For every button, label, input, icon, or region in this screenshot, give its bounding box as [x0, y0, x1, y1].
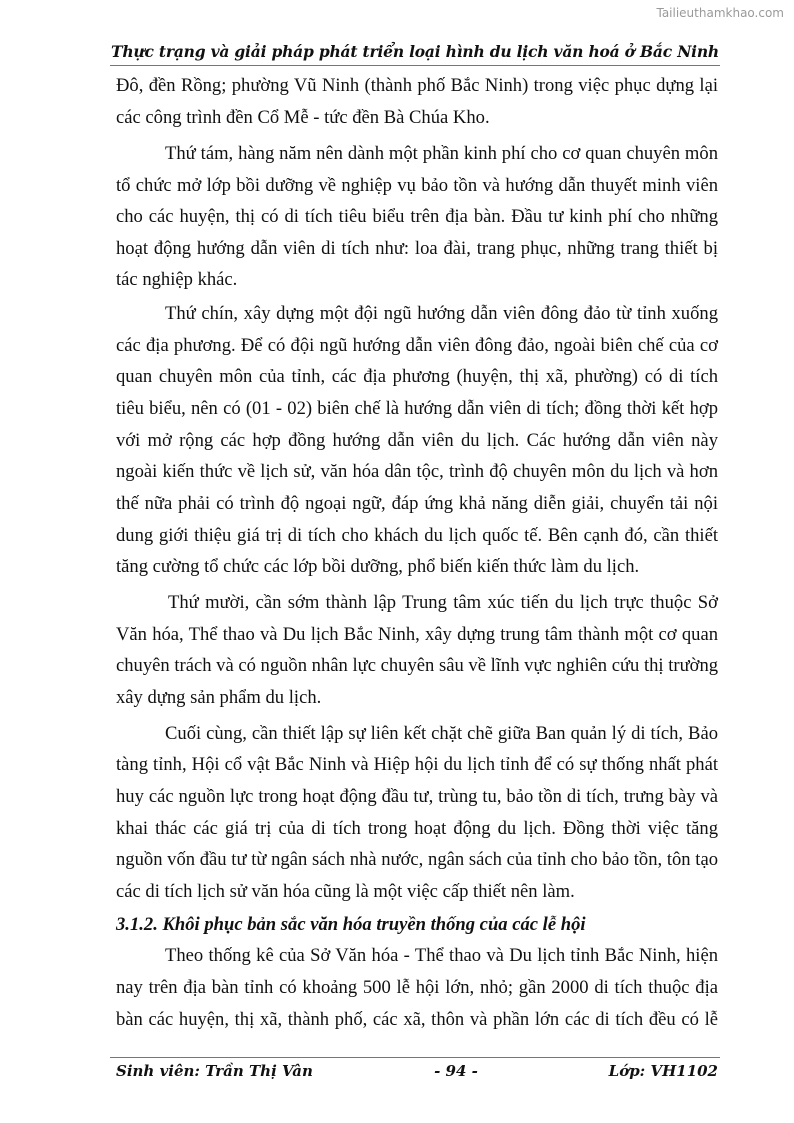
paragraph-first-line: Thứ tám, hàng năm nên dành một phần kinh phí cho cơ quan chuyên môn — [165, 143, 718, 164]
section-heading: 3.1.2. Khôi phục bản sắc văn hóa truyền thống của các lễ hội — [116, 914, 586, 935]
text-line: Đô, đền Rồng; phường Vũ Ninh (thành phố Bắc Ninh) trong việc phục dựng lại — [116, 75, 718, 96]
paragraph-first-line: Thứ chín, xây dựng một đội ngũ hướng dẫn viên đông đảo từ tỉnh xuống — [165, 303, 718, 324]
text-line: tăng cường tổ chức các lớp bồi dưỡng, phổ biến kiến thức làm du lịch. — [116, 556, 640, 577]
text-line: dung giới thiệu giá trị di tích cho khách du lịch quốc tế. Bên cạnh đó, cần thiết — [116, 525, 718, 546]
footer-student: Sinh viên: Trần Thị Vân — [116, 1062, 313, 1080]
text-line: Văn hóa, Thể thao và Du lịch Bắc Ninh, xây dựng trung tâm thành một cơ quan — [116, 624, 718, 645]
text-line: huy các nguồn lực trong hoạt động đầu tư, trùng tu, bảo tồn di tích, trưng bày và — [116, 786, 718, 807]
text-line: cho các huyện, thị có di tích tiêu biểu trên địa bàn. Đầu tư kinh phí cho những — [116, 206, 718, 227]
text-line: tác nghiệp khác. — [116, 269, 238, 290]
text-line: thế nữa phải có trình độ ngoại ngữ, đáp ứng khả năng diễn giải, chuyển tải nội — [116, 493, 718, 514]
paragraph-first-line: Theo thống kê của Sở Văn hóa - Thể thao và Du lịch tỉnh Bắc Ninh, hiện — [165, 945, 718, 966]
header-divider — [110, 65, 720, 66]
text-line: khai thác các giá trị của di tích trong hoạt động du lịch. Đồng thời việc tăng — [116, 818, 718, 839]
paragraph-first-line: Thứ mười, cần sớm thành lập Trung tâm xúc tiến du lịch trực thuộc Sở — [168, 592, 718, 613]
text-line: nguồn vốn đầu tư từ ngân sách nhà nước, ngân sách của tỉnh cho bảo tồn, tôn tạo — [116, 849, 718, 870]
text-line: quan chuyên môn của tỉnh, các địa phương (huyện, thị xã, phường) có di tích — [116, 366, 718, 387]
footer-class: Lớp: VH1102 — [608, 1062, 718, 1080]
footer-divider — [110, 1057, 720, 1058]
text-line: với mở rộng các hợp đồng hướng dẫn viên du lịch. Các hướng dẫn viên này — [116, 430, 718, 451]
text-line: tiêu biểu, nên có (01 - 02) biên chế là hướng dẫn viên di tích; đồng thời kết hợp — [116, 398, 718, 419]
watermark: Tailieuthamkhao.com — [656, 6, 784, 20]
paragraph-first-line: Cuối cùng, cần thiết lập sự liên kết chặt chẽ giữa Ban quản lý di tích, Bảo — [165, 723, 718, 744]
running-header: Thực trạng và giải pháp phát triển loại hình du lịch văn hoá ở Bắc Ninh — [110, 42, 719, 61]
text-line: các địa phương. Để có đội ngũ hướng dẫn viên đông đảo, ngoài biên chế của cơ — [116, 335, 718, 356]
text-line: các di tích lịch sử văn hóa cũng là một việc cấp thiết nên làm. — [116, 881, 575, 902]
text-line: tổ chức mở lớp bồi dưỡng về nghiệp vụ bảo tồn và hướng dẫn thuyết minh viên — [116, 175, 718, 196]
footer-page-number: - 94 - — [434, 1062, 478, 1080]
text-line: chuyên trách và có nguồn nhân lực chuyên sâu về lĩnh vực nghiên cứu thị trường — [116, 655, 719, 676]
text-line: bàn các huyện, thị xã, thành phố, các xã, thôn và phần lớn các di tích đều có lễ — [116, 1009, 718, 1030]
text-line: ngoài kiến thức về lịch sử, văn hóa dân tộc, trình độ chuyên môn du lịch và hơn — [116, 461, 718, 482]
text-line: các công trình đền Cổ Mễ - tức đền Bà Chúa Kho. — [116, 107, 490, 128]
text-line: tàng tỉnh, Hội cổ vật Bắc Ninh và Hiệp hội du lịch tỉnh để có sự thống nhất phát — [116, 754, 718, 775]
text-line: xây dựng sản phẩm du lịch. — [116, 687, 322, 708]
text-line: hoạt động hướng dẫn viên di tích như: loa đài, trang phục, những trang thiết bị — [116, 238, 718, 259]
text-line: nay trên địa bàn tỉnh có khoảng 500 lễ hội lớn, nhỏ; gần 2000 di tích thuộc địa — [116, 977, 718, 998]
